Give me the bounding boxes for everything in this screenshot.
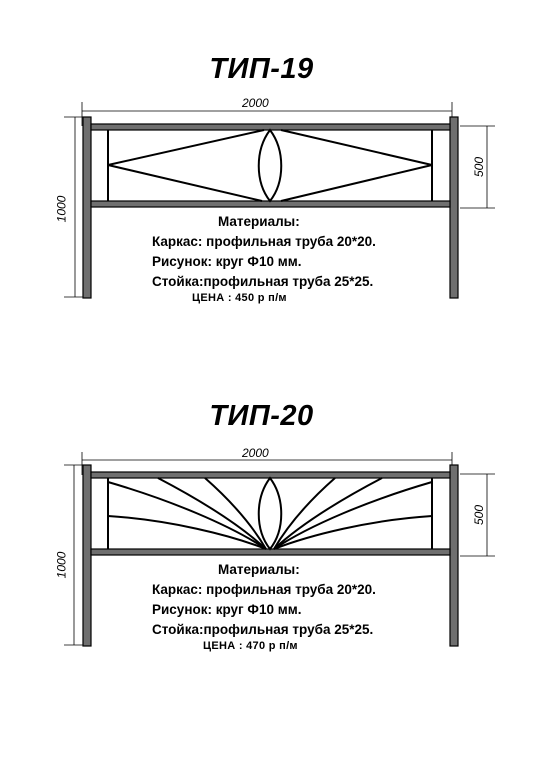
materials-heading-20: Материалы: — [218, 562, 300, 577]
height-dimension-19: 1000 — [54, 195, 69, 223]
materials-block-19 — [152, 212, 376, 292]
materials-frame-19: Каркас: профильная труба 20*20. — [152, 234, 376, 249]
price-19: ЦЕНА : 450 р п/м — [192, 292, 287, 304]
materials-pattern-19: Рисунок: круг Ф10 мм. — [152, 254, 302, 269]
panel-dimension-19: 500 — [472, 156, 487, 178]
left-post-19 — [83, 117, 91, 298]
panel-dimension-20: 500 — [472, 504, 487, 526]
height-dimension-20: 1000 — [54, 551, 69, 579]
title-type-20: ТИП-20 — [209, 400, 314, 432]
materials-post-19: Стойка:профильная труба 25*25. — [152, 274, 374, 289]
pattern-20 — [108, 478, 432, 549]
width-dimension-20: 2000 — [242, 446, 269, 460]
price-20: ЦЕНА : 470 р п/м — [203, 640, 298, 652]
materials-post-20: Стойка:профильная труба 25*25. — [152, 622, 374, 637]
materials-frame-20: Каркас: профильная труба 20*20. — [152, 582, 376, 597]
pattern-19 — [108, 130, 432, 201]
right-post-20 — [450, 465, 458, 646]
title-type-19: ТИП-19 — [209, 53, 314, 85]
materials-heading-19: Материалы: — [218, 214, 300, 229]
width-dimension-19: 2000 — [242, 96, 269, 110]
left-post-20 — [83, 465, 91, 646]
right-post-19 — [450, 117, 458, 298]
materials-block-20 — [152, 560, 376, 640]
materials-pattern-20: Рисунок: круг Ф10 мм. — [152, 602, 302, 617]
